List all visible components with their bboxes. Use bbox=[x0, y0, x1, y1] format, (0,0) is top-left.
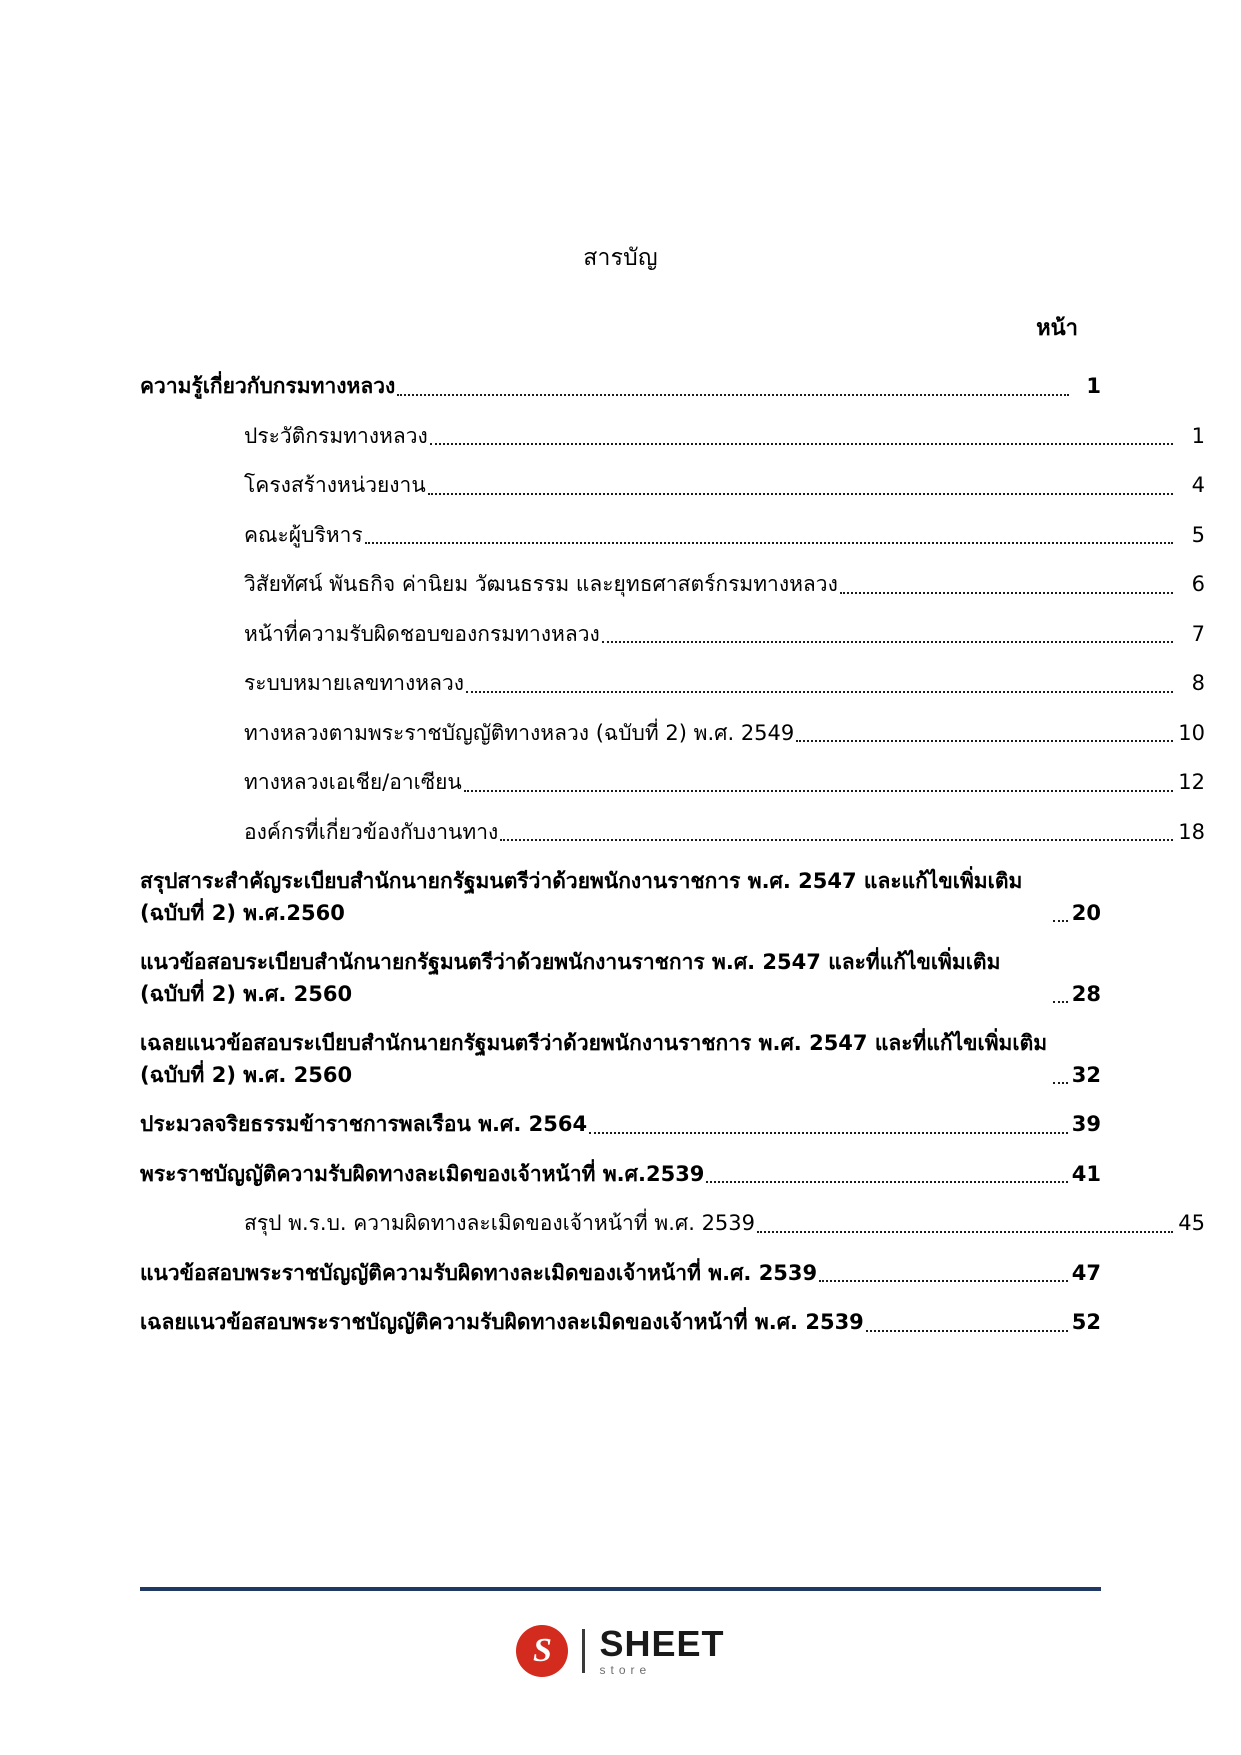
toc-entry-label: ความรู้เกี่ยวกับกรมทางหลวง bbox=[140, 374, 396, 398]
toc-leader-dots bbox=[840, 591, 1173, 594]
toc-entry-label: แนวข้อสอบระเบียบสำนักนายกรัฐมนตรีว่าด้วยพนักงานราชการ พ.ศ. 2547 และที่แก้ไขเพิ่มเติม (ฉบับที่ 2) พ.ศ. 2560 bbox=[140, 950, 1001, 1006]
toc-entry-label: องค์กรที่เกี่ยวข้องกับงานทาง bbox=[244, 819, 499, 844]
toc-page-number: 6 bbox=[1191, 572, 1205, 596]
toc-page-number: 45 bbox=[1178, 1211, 1205, 1235]
toc-leader-dots bbox=[466, 690, 1173, 693]
toc-entry[interactable] bbox=[140, 619, 1205, 651]
toc-page-number: 41 bbox=[1071, 1161, 1101, 1186]
toc-entry[interactable] bbox=[140, 1028, 1101, 1091]
logo-wordmark bbox=[599, 1623, 725, 1677]
logo-subtitle: store bbox=[599, 1663, 652, 1677]
toc-leader-dots bbox=[602, 640, 1173, 643]
toc-page-number: 4 bbox=[1191, 473, 1205, 497]
toc-page-number: 5 bbox=[1191, 522, 1205, 547]
toc-entry[interactable] bbox=[140, 569, 1205, 601]
toc-entry[interactable] bbox=[140, 866, 1101, 929]
toc-entry-label: ประมวลจริยธรรมข้าราชการพลเรือน พ.ศ. 2564 bbox=[140, 1112, 588, 1136]
toc-page-number: 1 bbox=[1086, 374, 1101, 398]
toc-leader-dots bbox=[464, 789, 1173, 792]
toc-entry[interactable] bbox=[140, 1258, 1101, 1290]
footer-divider bbox=[140, 1587, 1101, 1591]
footer-logo bbox=[0, 1625, 1241, 1677]
logo-divider bbox=[582, 1629, 585, 1673]
toc-entry-label: คณะผู้บริหาร bbox=[244, 522, 363, 547]
toc-leader-dots bbox=[365, 541, 1173, 544]
toc-entry[interactable] bbox=[140, 817, 1205, 849]
toc-entry-label: สรุปสาระสำคัญระเบียบสำนักนายกรัฐมนตรีว่าด้วยพนักงานราชการ พ.ศ. 2547 และแก้ไขเพิ่มเติม (ฉบับที่ 2) พ.ศ.2560 bbox=[140, 869, 1023, 925]
toc-entry[interactable] bbox=[140, 947, 1101, 1010]
toc-page-number: 1 bbox=[1191, 423, 1205, 448]
toc-entry-label: ระบบหมายเลขทางหลวง bbox=[244, 671, 465, 695]
toc-leader-dots bbox=[819, 1279, 1068, 1282]
toc-entry-label: แนวข้อสอบพระราชบัญญัติความรับผิดทางละเมิดของเจ้าหน้าที่ พ.ศ. 2539 bbox=[140, 1260, 818, 1285]
toc-entry[interactable] bbox=[140, 520, 1205, 552]
toc-leader-dots bbox=[428, 492, 1173, 495]
toc-leader-dots bbox=[397, 393, 1069, 396]
toc-entry[interactable] bbox=[140, 1307, 1101, 1339]
toc-page-number: 52 bbox=[1071, 1310, 1101, 1334]
toc-page-number: 47 bbox=[1071, 1260, 1101, 1285]
toc-leader-dots bbox=[866, 1329, 1068, 1332]
toc-page-number: 39 bbox=[1071, 1112, 1101, 1136]
toc-leader-dots bbox=[1053, 1000, 1068, 1003]
toc-entry[interactable] bbox=[140, 668, 1205, 700]
table-of-contents bbox=[140, 371, 1205, 1339]
toc-entry-label: หน้าที่ความรับผิดชอบของกรมทางหลวง bbox=[244, 621, 600, 646]
toc-entry-label: โครงสร้างหน่วยงาน bbox=[244, 473, 426, 497]
toc-entry[interactable] bbox=[140, 371, 1101, 403]
toc-entry[interactable] bbox=[140, 1208, 1205, 1240]
page-title: สารบัญ bbox=[583, 245, 658, 271]
toc-entry-label: ประวัติกรมทางหลวง bbox=[244, 423, 428, 448]
toc-entry[interactable] bbox=[140, 718, 1205, 750]
toc-page-number: 7 bbox=[1191, 621, 1205, 646]
toc-page-number: 10 bbox=[1178, 720, 1205, 745]
toc-page-number: 32 bbox=[1071, 1062, 1101, 1087]
toc-leader-dots bbox=[589, 1131, 1068, 1134]
toc-entry-label: ทางหลวงเอเชีย/อาเซียน bbox=[244, 770, 462, 794]
toc-page-number: 28 bbox=[1071, 981, 1101, 1006]
toc-leader-dots bbox=[1053, 919, 1068, 922]
toc-entry[interactable] bbox=[140, 421, 1205, 453]
toc-entry-label: เฉลยแนวข้อสอบพระราชบัญญัติความรับผิดทางละเมิดของเจ้าหน้าที่ พ.ศ. 2539 bbox=[140, 1310, 864, 1334]
toc-entry-label: สรุป พ.ร.บ. ความผิดทางละเมิดของเจ้าหน้าที่ พ.ศ. 2539 bbox=[244, 1211, 756, 1235]
toc-page-number: 12 bbox=[1178, 770, 1205, 794]
toc-entry-label: เฉลยแนวข้อสอบระเบียบสำนักนายกรัฐมนตรีว่าด้วยพนักงานราชการ พ.ศ. 2547 และที่แก้ไขเพิ่มเติม (ฉบับที่ 2) พ.ศ. 2560 bbox=[140, 1031, 1048, 1087]
toc-entry[interactable] bbox=[140, 1159, 1101, 1191]
toc-leader-dots bbox=[430, 442, 1173, 445]
toc-entry-label: วิสัยทัศน์ พันธกิจ ค่านิยม วัฒนธรรม และยุทธศาสตร์กรมทางหลวง bbox=[244, 572, 838, 596]
toc-leader-dots bbox=[1053, 1081, 1068, 1084]
toc-page-number: 18 bbox=[1178, 819, 1205, 844]
toc-entry[interactable] bbox=[140, 470, 1205, 502]
toc-page-number: 8 bbox=[1191, 671, 1205, 695]
page-column-header: หน้า bbox=[1036, 316, 1078, 341]
toc-page-number: 20 bbox=[1071, 900, 1101, 925]
toc-leader-dots bbox=[500, 838, 1173, 841]
toc-leader-dots bbox=[706, 1180, 1067, 1183]
toc-leader-dots bbox=[796, 739, 1173, 742]
logo-name: SHEET bbox=[599, 1623, 725, 1664]
sheet-store-logo-icon: S bbox=[516, 1625, 568, 1677]
toc-leader-dots bbox=[757, 1230, 1173, 1233]
toc-entry[interactable] bbox=[140, 1109, 1101, 1141]
toc-entry[interactable] bbox=[140, 767, 1205, 799]
toc-entry-label: ทางหลวงตามพระราชบัญญัติทางหลวง (ฉบับที่ 2) พ.ศ. 2549 bbox=[244, 720, 795, 745]
toc-entry-label: พระราชบัญญัติความรับผิดทางละเมิดของเจ้าหน้าที่ พ.ศ.2539 bbox=[140, 1161, 705, 1186]
